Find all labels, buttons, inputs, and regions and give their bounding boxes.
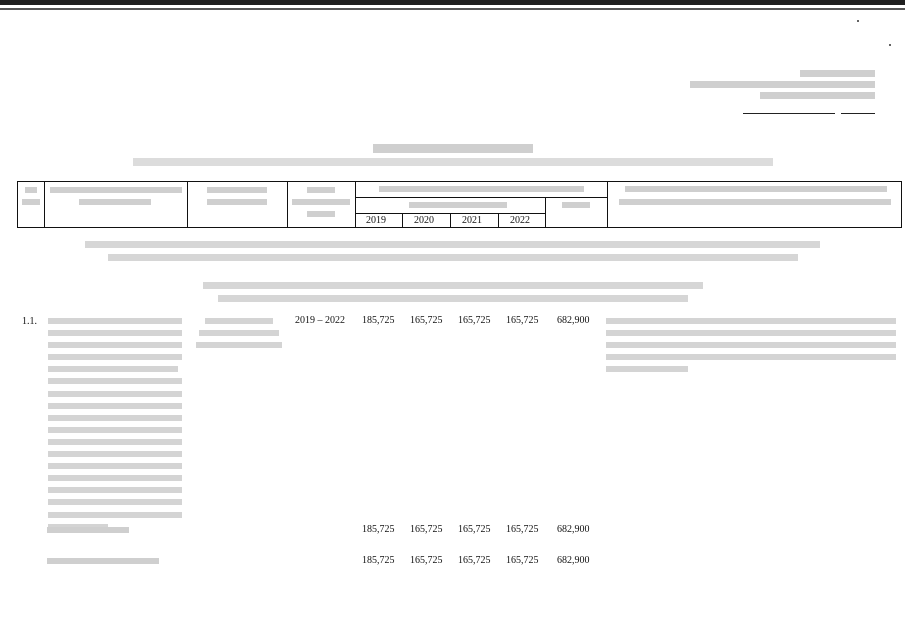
header-cell-text: [207, 187, 267, 193]
col-divider: [450, 213, 451, 227]
subtitle-line: [133, 158, 773, 166]
value-2019: 185,725: [362, 315, 395, 326]
header-cell-text: [379, 186, 584, 192]
header-cell-text: [207, 199, 267, 205]
total-value: 165,725: [458, 555, 491, 566]
total-value: 165,725: [458, 524, 491, 535]
header-cell-text: [50, 187, 182, 193]
table-header: [17, 181, 902, 228]
appendix-line: [760, 92, 875, 99]
total-value: 165,725: [506, 524, 539, 535]
header-cell-text: [307, 211, 335, 217]
col-divider: [402, 213, 403, 227]
title-line: [373, 144, 533, 153]
year-label: 2021: [462, 215, 482, 226]
appendix-line: [690, 81, 875, 88]
total-value: 165,725: [506, 555, 539, 566]
task-line: [218, 295, 688, 302]
header-cell-text: [625, 186, 887, 192]
task-heading: [0, 282, 905, 308]
header-cell-text: [22, 199, 40, 205]
header-cell-text: [562, 202, 590, 208]
total-value: 185,725: [362, 524, 395, 535]
total-label: [47, 558, 159, 564]
col-divider: [44, 182, 45, 227]
header-subline: [355, 197, 607, 198]
total-value: 185,725: [362, 555, 395, 566]
handwritten-number: [841, 103, 875, 114]
appendix-block: [675, 68, 875, 114]
goals-text: [0, 241, 905, 267]
scan-speck: [889, 44, 891, 46]
signature-line: [675, 103, 875, 114]
value-2020: 165,725: [410, 315, 443, 326]
col-divider: [287, 182, 288, 227]
col-divider: [901, 182, 902, 227]
year-label: 2019: [366, 215, 386, 226]
value-2021: 165,725: [458, 315, 491, 326]
year-label: 2020: [414, 215, 434, 226]
value-total: 682,900: [557, 315, 590, 326]
header-cell-text: [25, 187, 37, 193]
header-cell-text: [409, 202, 507, 208]
col-divider: [498, 213, 499, 227]
col-divider: [17, 182, 18, 227]
col-divider: [355, 182, 356, 227]
total-value: 682,900: [557, 555, 590, 566]
executor-text: [196, 318, 282, 354]
scan-edge-top: [0, 0, 905, 5]
row-number: 1.1.: [22, 316, 37, 327]
col-divider: [187, 182, 188, 227]
total-label: [47, 527, 129, 533]
total-value: 165,725: [410, 524, 443, 535]
task-line: [203, 282, 703, 289]
total-value: 682,900: [557, 524, 590, 535]
total-value: 165,725: [410, 555, 443, 566]
value-2022: 165,725: [506, 315, 539, 326]
handwritten-date: [743, 103, 835, 114]
activity-text: [48, 318, 182, 536]
header-cell-text: [619, 199, 891, 205]
period-cell: 2019 – 2022: [295, 315, 345, 326]
appendix-line: [800, 70, 875, 77]
header-cell-text: [307, 187, 335, 193]
goals-line: [108, 254, 798, 261]
col-divider: [607, 182, 608, 227]
header-cell-text: [79, 199, 151, 205]
header-cell-text: [292, 199, 350, 205]
year-label: 2022: [510, 215, 530, 226]
goals-line: [85, 241, 820, 248]
indicator-text: [606, 318, 902, 378]
document-title: [0, 144, 905, 166]
col-divider: [545, 197, 546, 227]
scan-speck: [857, 20, 859, 22]
scan-edge-line: [0, 8, 905, 10]
